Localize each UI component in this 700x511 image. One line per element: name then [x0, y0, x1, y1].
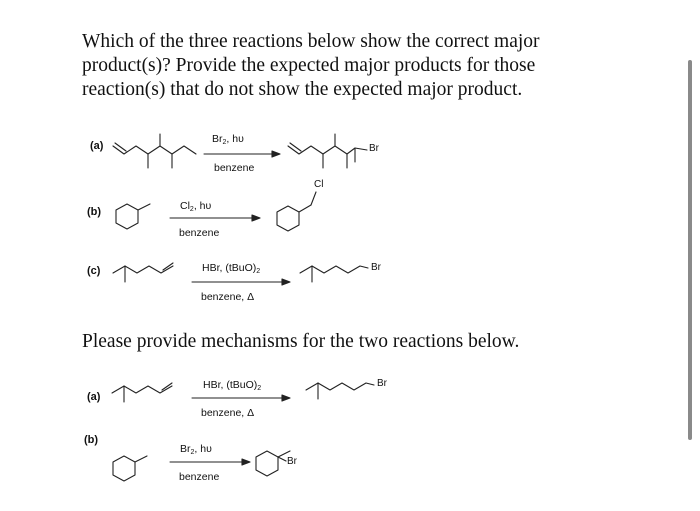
reaction-1b-reactant-structure	[116, 204, 150, 229]
reaction-1c-arrow	[192, 279, 290, 285]
reaction-2a-arrow	[192, 395, 290, 401]
reaction-1c-label: (c)	[87, 265, 101, 277]
reaction-1c-product-structure	[300, 266, 368, 282]
reaction-1c-reagent: HBr, $(tBuO)_2$	[202, 262, 261, 275]
reaction-1a-product-structure	[288, 134, 367, 168]
reaction-2b-solvent: benzene	[179, 471, 220, 483]
reaction-1c-product-br: Br	[371, 262, 381, 273]
reaction-1b-product-structure	[277, 192, 316, 231]
reaction-2b-label: (b)	[84, 434, 99, 446]
reaction-2b-reactant-structure	[113, 456, 147, 481]
reaction-1b-label: (b)	[87, 206, 102, 218]
reaction-1a-reactant-structure	[113, 134, 196, 168]
reaction-1a-product-br: Br	[369, 143, 379, 154]
reaction-2b-product-br: Br	[287, 456, 297, 467]
reaction-2a-product-br: Br	[377, 378, 387, 389]
reaction-2b-product-structure	[256, 451, 290, 476]
reaction-2a-solvent: benzene, Δ	[201, 407, 255, 419]
reaction-1b-solvent: benzene	[179, 227, 220, 239]
reaction-2b-reagent: $Br_2$, hυ	[180, 443, 212, 456]
reaction-1a-reagent: $Br_2$, hυ	[212, 133, 244, 146]
reaction-2a-reagent: HBr, $(tBuO)_2$	[203, 379, 262, 392]
reaction-2a-reactant-structure	[112, 383, 172, 402]
reaction-1c-solvent: benzene, Δ	[201, 291, 255, 303]
reaction-1a-label: (a)	[90, 140, 104, 152]
reaction-2a-label: (a)	[87, 391, 101, 403]
question-2-text: Please provide mechanisms for the two reactions below.	[82, 331, 520, 352]
reaction-1b-reagent: $Cl_2$, hυ	[180, 200, 212, 213]
reaction-1a-arrow	[204, 151, 280, 157]
reaction-2a-product-structure	[306, 383, 374, 399]
reaction-2b-arrow	[170, 459, 250, 465]
reaction-1b-product-cl: Cl	[314, 179, 324, 190]
reaction-1c-reactant-structure	[113, 263, 173, 282]
reaction-1a-solvent: benzene	[214, 162, 255, 174]
question-1-text: Which of the three reactions below show the correct major product(s)? Provide the expected major products for those reaction(s) that do not show the expected major product.	[82, 31, 540, 100]
reaction-1b-arrow	[170, 215, 260, 221]
vertical-scrollbar[interactable]	[688, 60, 692, 440]
